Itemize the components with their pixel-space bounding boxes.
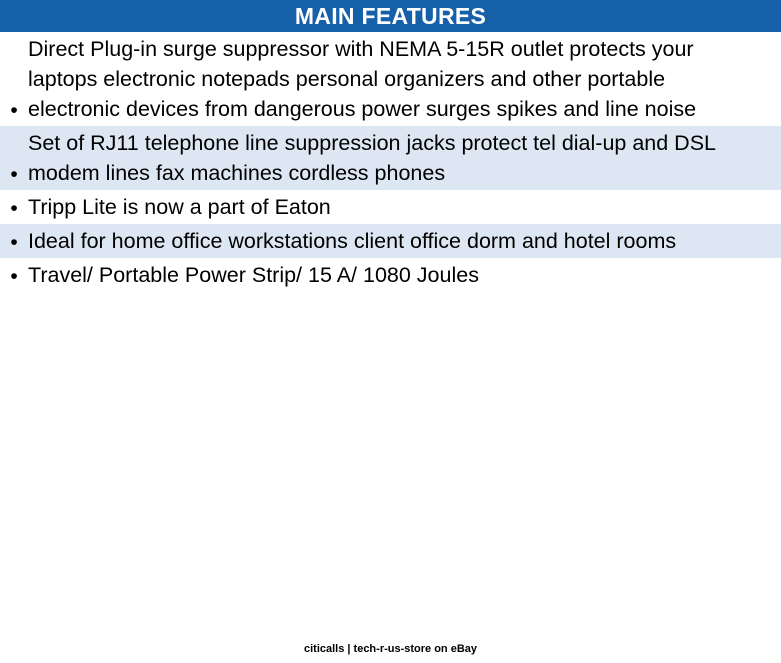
feature-text: Direct Plug-in surge suppressor with NEMA 5-15R outlet protects your laptops electronic notepads personal organizers and other portable electronic devices from dangerous power surges spikes and line noise — [28, 37, 697, 121]
list-item — [0, 32, 781, 126]
list-item — [0, 190, 781, 224]
features-list — [0, 32, 781, 292]
footer-credit: citicalls | tech-r-us-store on eBay — [303, 643, 478, 655]
feature-text: Tripp Lite is now a part of Eaton — [28, 195, 331, 219]
feature-text: Set of RJ11 telephone line suppression jacks protect tel dial-up and DSL modem lines fax machines cordless phones — [28, 131, 716, 185]
bullet-icon: • — [10, 99, 18, 122]
page-title: MAIN FEATURES — [0, 0, 781, 32]
feature-text: Travel/ Portable Power Strip/ 15 A/ 1080 Joules — [28, 263, 479, 287]
list-item — [0, 224, 781, 258]
blank-area — [0, 292, 781, 592]
bullet-icon: • — [10, 231, 18, 254]
list-item — [0, 126, 781, 190]
feature-text: Ideal for home office workstations client office dorm and hotel rooms — [28, 229, 677, 253]
bullet-icon: • — [10, 163, 18, 186]
list-item — [0, 258, 781, 292]
bullet-icon: • — [10, 197, 18, 220]
bullet-icon: • — [10, 265, 18, 288]
